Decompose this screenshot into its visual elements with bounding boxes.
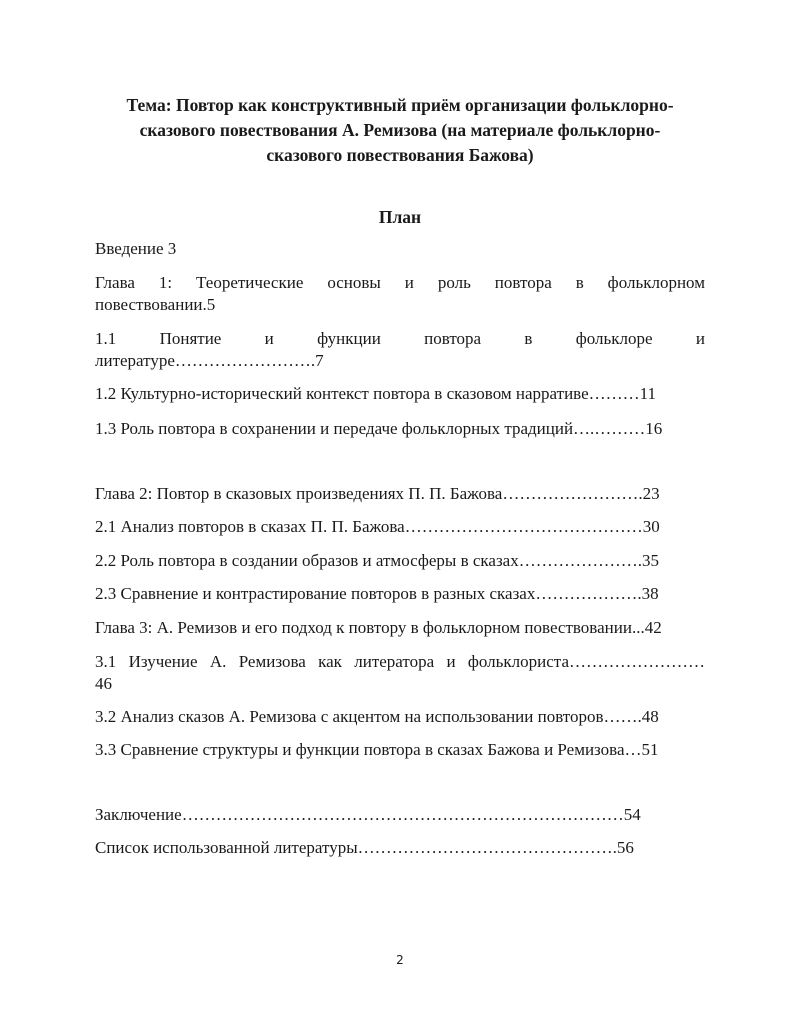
toc-entry-chapter-2: Глава 2: Повтор в сказовых произведениях П. П. Бажова…………………….23 — [95, 484, 660, 503]
toc-entry-1-1 — [95, 328, 705, 372]
document-topic — [95, 93, 705, 168]
topic-line-3: сказового повествования Бажова) — [266, 145, 534, 165]
page-number: 2 — [396, 953, 404, 967]
plan-heading: План — [378, 207, 422, 227]
toc-entry-1-3: 1.3 Роль повтора в сохранении и передаче фольклорных традиций….………16 — [95, 419, 663, 438]
toc-entry-chapter-1-row-1: Глава 1: Теоретические основы и роль повтора в фольклорном — [95, 273, 705, 292]
toc-entry-chapter-3: Глава 3: А. Ремизов и его подход к повтору в фольклорном повествовании...42 — [95, 618, 662, 637]
toc-entry-2-3: 2.3 Сравнение и контрастирование повторов в разных сказах……………….38 — [95, 584, 659, 603]
toc-entry-1-1-row-2: литературе…………………….7 — [95, 351, 324, 370]
topic-line-1: Тема: Повтор как конструктивный приём организации фольклорно- — [126, 95, 674, 115]
toc-entry-chapter-1 — [95, 272, 705, 316]
toc-entry-2-2: 2.2 Роль повтора в создании образов и атмосферы в сказах………………….35 — [95, 551, 659, 570]
toc-entry-3-1-row-1: 3.1 Изучение А. Ремизова как литератора и фольклориста…………………… — [95, 652, 705, 671]
topic-line-2: сказового повествования А. Ремизова (на материале фольклорно- — [139, 120, 661, 140]
toc-entry-2-1: 2.1 Анализ повторов в сказах П. П. Бажова……………………………………30 — [95, 517, 660, 536]
toc-entry-chapter-1-row-2: повествовании.5 — [95, 295, 216, 314]
toc-entry-3-2: 3.2 Анализ сказов А. Ремизова с акцентом на использовании повторов…….48 — [95, 707, 659, 726]
toc-entry-1-2: 1.2 Культурно-исторический контекст повтора в сказовом нарративе………11 — [95, 384, 657, 403]
toc-entry-introduction: Введение 3 — [95, 239, 177, 258]
toc-entry-conclusion: Заключение……………………………………………………………………54 — [95, 805, 641, 824]
toc-entry-3-1-row-2: 46 — [95, 674, 112, 693]
toc-entry-3-3: 3.3 Сравнение структуры и функции повтора в сказах Бажова и Ремизова…51 — [95, 740, 659, 759]
toc-entry-bibliography: Список использованной литературы……………………………………….56 — [95, 838, 634, 857]
toc-entry-1-1-row-1: 1.1 Понятие и функции повтора в фольклоре и — [95, 329, 705, 348]
toc-entry-3-1 — [95, 651, 705, 695]
